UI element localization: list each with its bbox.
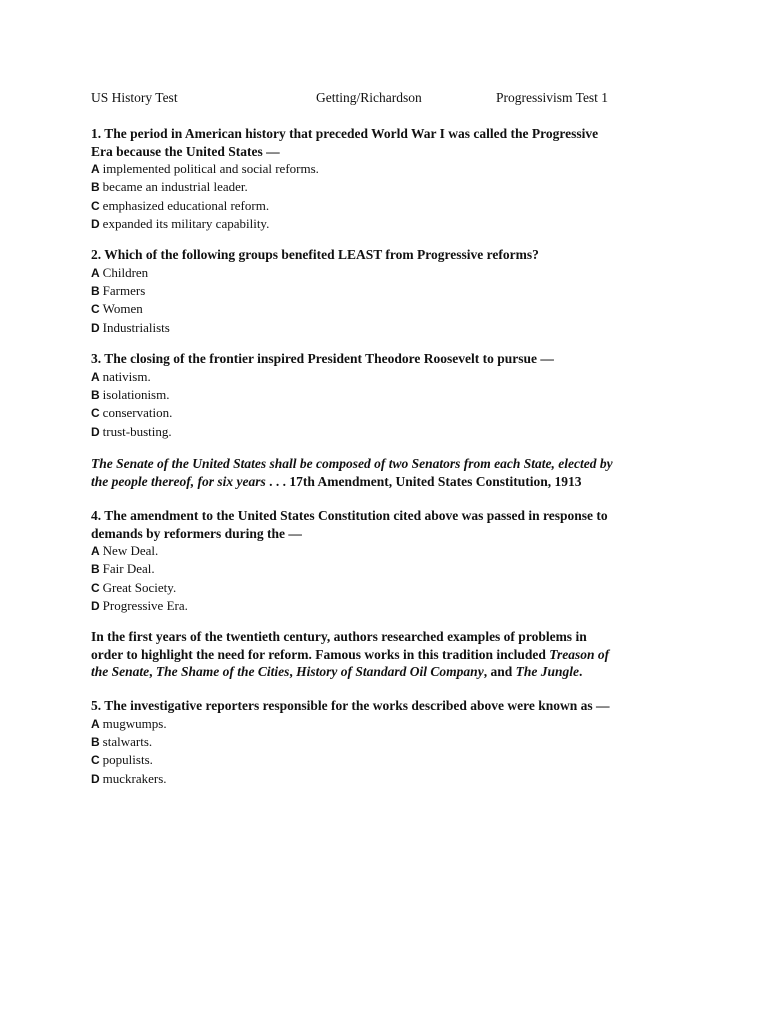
- answer-option: C Great Society.: [91, 579, 177, 595]
- answer-option: D muckrakers.: [91, 770, 167, 786]
- answer-option: B isolationism.: [91, 386, 170, 402]
- header-course: US History Test: [91, 90, 178, 105]
- question-stem: 1. The period in American history that preceded World War I was called the Progressive Era because the United States —: [91, 126, 599, 159]
- answer-option: C populists.: [91, 752, 153, 768]
- passage-text: In the first years of the twentieth century, authors researched examples of problems in order to highlight the need for reform. Famous works in this tradition included Treason of the Senate, The Shame of the Cities, History of Standard Oil Company, and The Jungle.: [91, 629, 610, 679]
- answer-option: B became an industrial leader.: [91, 179, 248, 195]
- answer-option: A Children: [91, 264, 149, 280]
- answer-option: C Women: [91, 301, 143, 317]
- answer-option: A nativism.: [91, 368, 151, 384]
- passage-text: The Senate of the United States shall be composed of two Senators from each State, elected by the people thereof, for six years . . . 17th Amendment, United States Constitution, 1913: [91, 456, 613, 489]
- answer-option: D Progressive Era.: [91, 598, 188, 614]
- page-header: [91, 90, 691, 110]
- passage-muckrakers: [91, 628, 691, 681]
- answer-option: B Fair Deal.: [91, 561, 155, 577]
- question-2: [91, 246, 691, 337]
- answer-option: B Farmers: [91, 282, 146, 298]
- question-1: [91, 125, 691, 234]
- question-stem: 4. The amendment to the United States Constitution cited above was passed in response to demands by reformers during the —: [91, 508, 608, 541]
- question-5: [91, 697, 691, 788]
- header-test-name: Progressivism Test 1: [496, 90, 609, 105]
- answer-option: C emphasized educational reform.: [91, 197, 270, 213]
- question-4: [91, 507, 691, 616]
- question-stem: 5. The investigative reporters responsible for the works described above were known as —: [91, 698, 610, 713]
- answer-option: B stalwarts.: [91, 733, 153, 749]
- question-3: [91, 350, 691, 441]
- answer-option: C conservation.: [91, 405, 173, 421]
- answer-option: D trust-busting.: [91, 423, 172, 439]
- answer-option: D Industrialists: [91, 319, 170, 335]
- header-teachers: Getting/Richardson: [316, 90, 422, 105]
- passage-17th-amendment: [91, 455, 691, 490]
- answer-option: A New Deal.: [91, 543, 159, 558]
- question-stem: 2. Which of the following groups benefited LEAST from Progressive reforms?: [91, 247, 539, 262]
- answer-option: D expanded its military capability.: [91, 216, 270, 232]
- question-stem: 3. The closing of the frontier inspired President Theodore Roosevelt to pursue —: [91, 351, 554, 366]
- answer-option: A mugwumps.: [91, 715, 167, 731]
- answer-option: A implemented political and social reforms.: [91, 161, 319, 176]
